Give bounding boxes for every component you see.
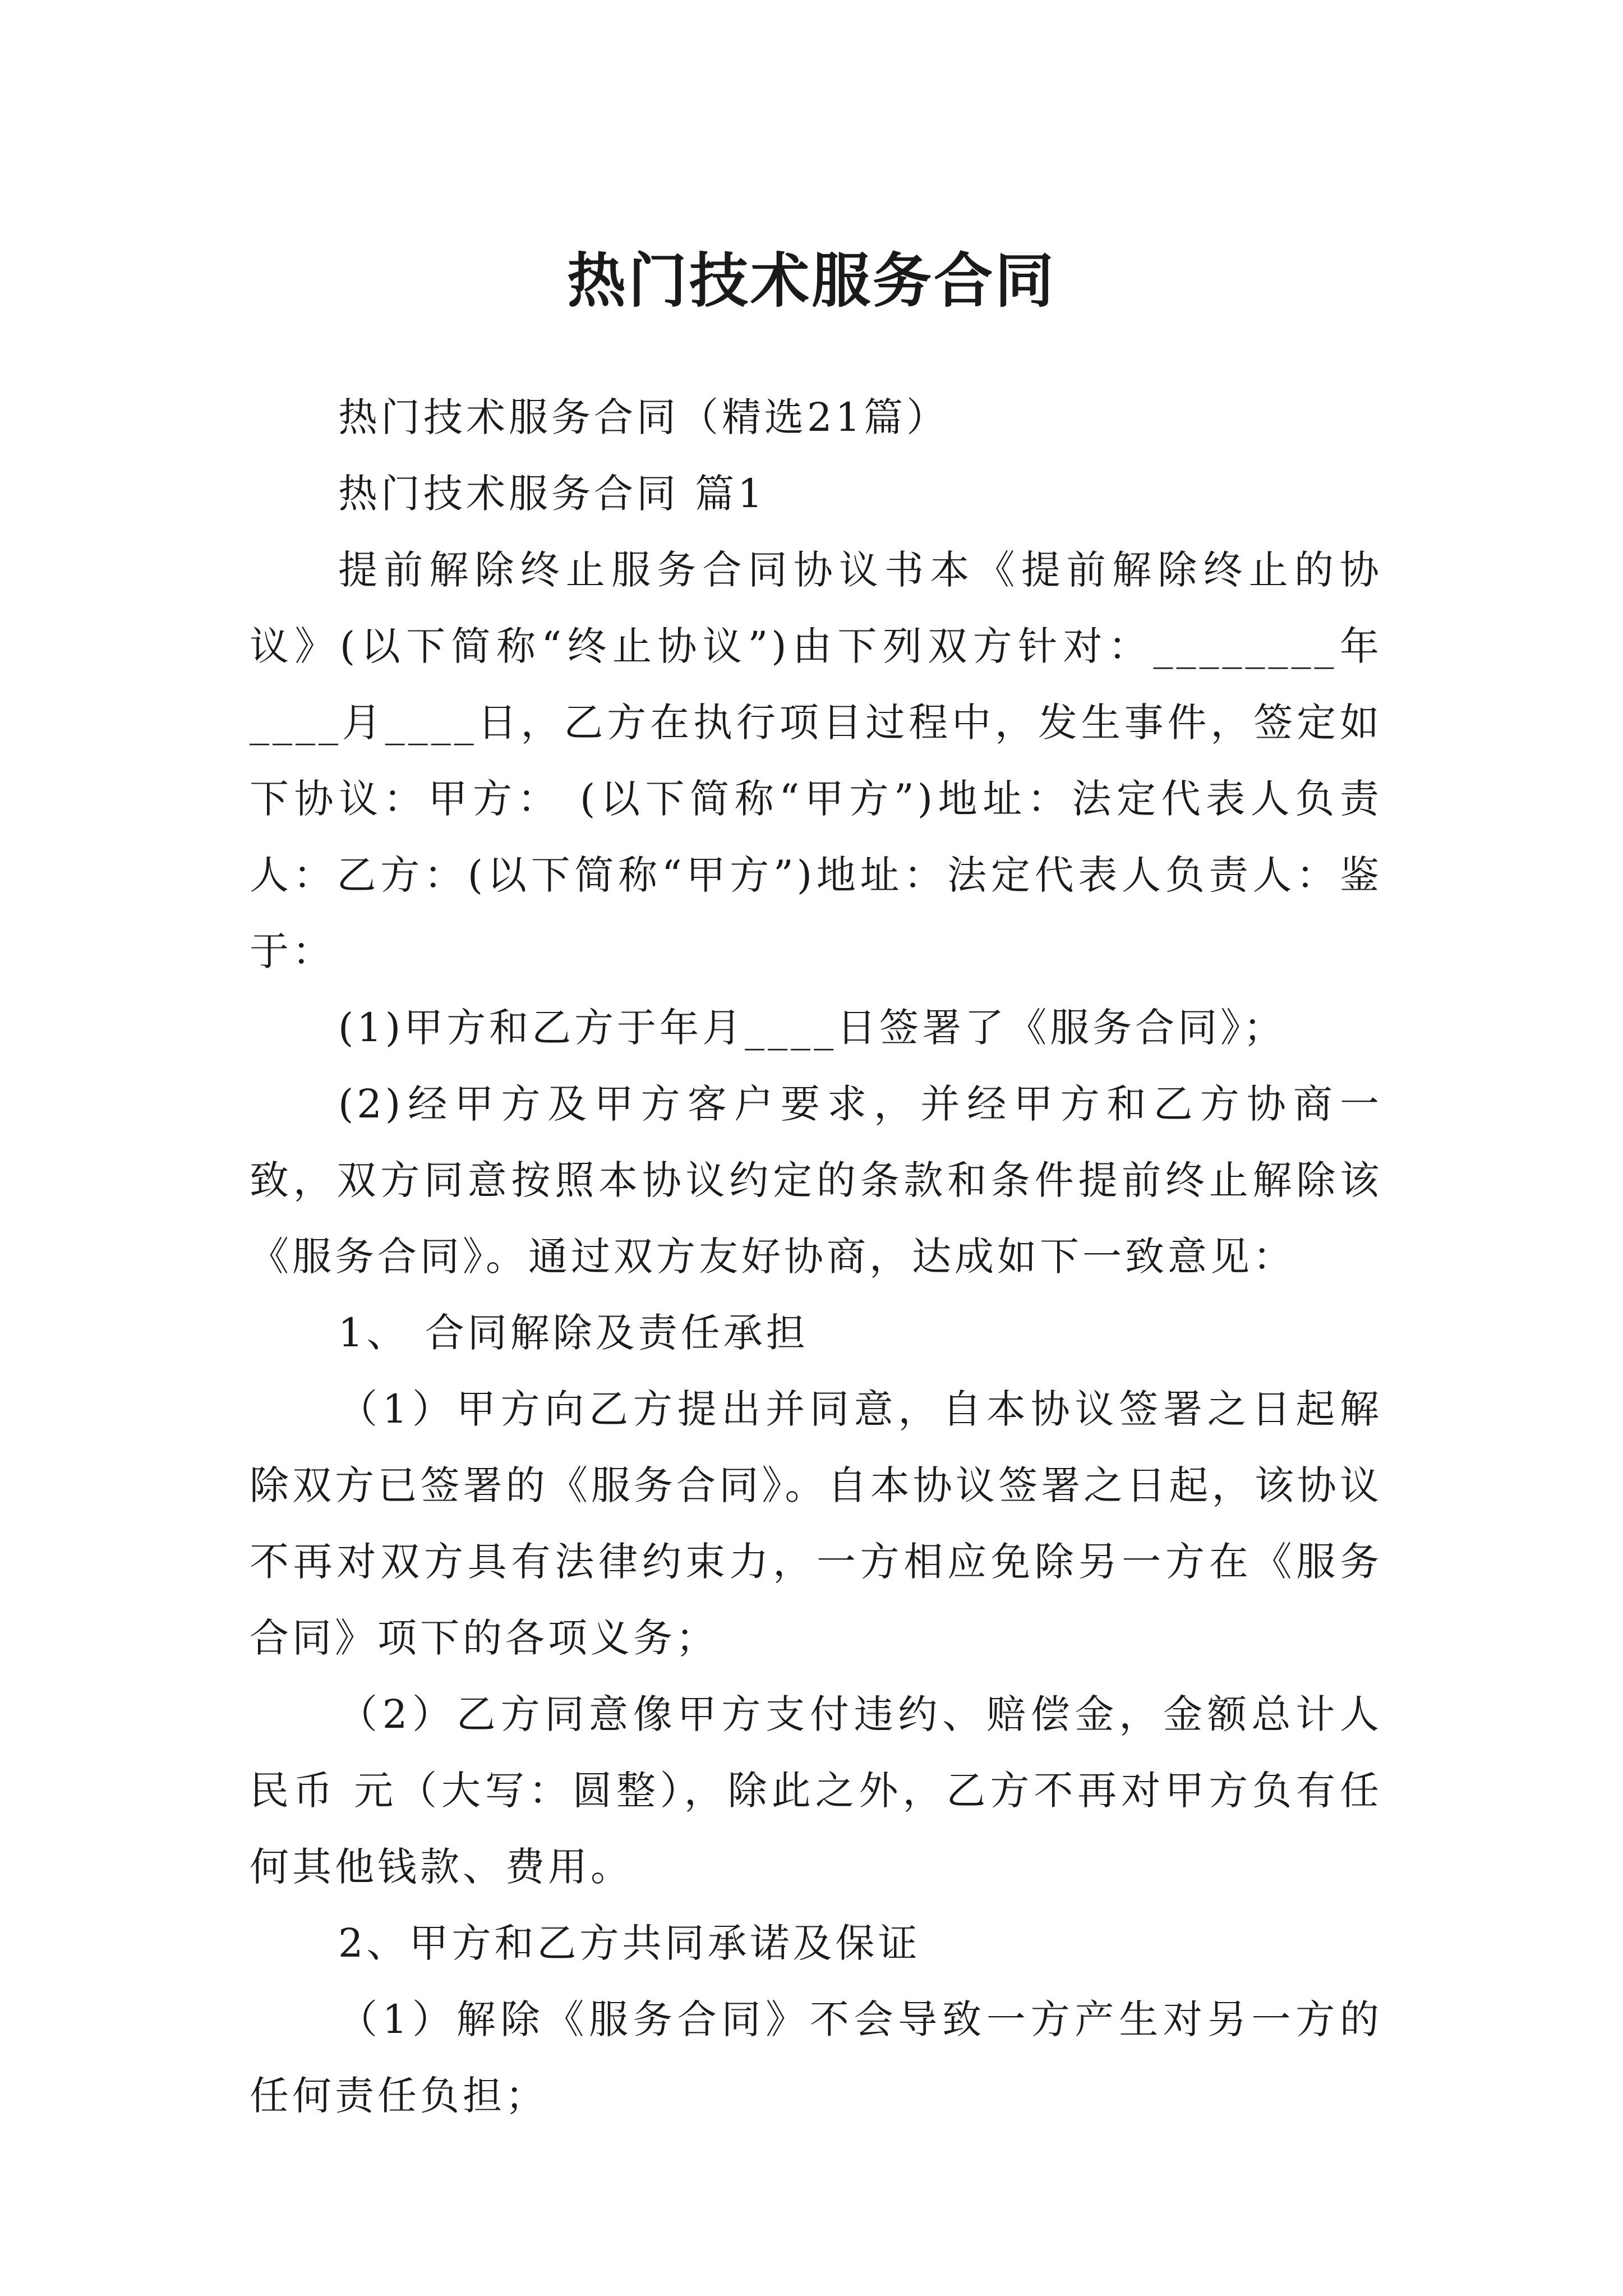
paragraph-section-heading: 热门技术服务合同 篇1 bbox=[338, 471, 766, 517]
paragraph-subtitle: 热门技术服务合同（精选21篇） bbox=[338, 394, 949, 440]
document-title: 热门技术服务合同 bbox=[566, 246, 1056, 316]
paragraph-clause-1-2: （2）乙方同意像甲方支付违约、赔偿金，金额总计人民币 元（大写：圆整），除此之外，乙方不再对甲方负有任何其他钱款、费用。 bbox=[250, 1691, 1382, 1890]
paragraph-clause-1-heading: 1、 合同解除及责任承担 bbox=[338, 1310, 809, 1356]
paragraph-clause-1-1: （1）甲方向乙方提出并同意，自本协议签署之日起解除双方已签署的《服务合同》。自本协议签署之日起，该协议不再对双方具有法律约束力，一方相应免除另一方在《服务合同》项下的各项义务； bbox=[250, 1386, 1382, 1661]
paragraph-clause-2-heading: 2、甲方和乙方共同承诺及保证 bbox=[338, 1920, 921, 1966]
paragraph-whereas-1: (1)甲方和乙方于年月____日签署了《服务合同》； bbox=[338, 1005, 1287, 1051]
document-body bbox=[250, 379, 1382, 2134]
paragraph-whereas-2: (2)经甲方及甲方客户要求，并经甲方和乙方协商一致，双方同意按照本协议约定的条款和条件提前终止解除该《服务合同》。通过双方友好协商，达成如下一致意见： bbox=[250, 1081, 1382, 1280]
paragraph-intro: 提前解除终止服务合同协议书本《提前解除终止的协议》(以下简称“终止协议”)由下列双方针对：________年____月____日，乙方在执行项目过程中，发生事件，签定如下协议：甲方： (以下简称“甲方”)地址：法定代表人负责人：乙方：(以下简称“甲方”)地址：法定代表人负责人：鉴于： bbox=[250, 547, 1382, 974]
paragraph-clause-2-1: （1）解除《服务合同》不会导致一方产生对另一方的任何责任负担； bbox=[250, 1996, 1382, 2119]
